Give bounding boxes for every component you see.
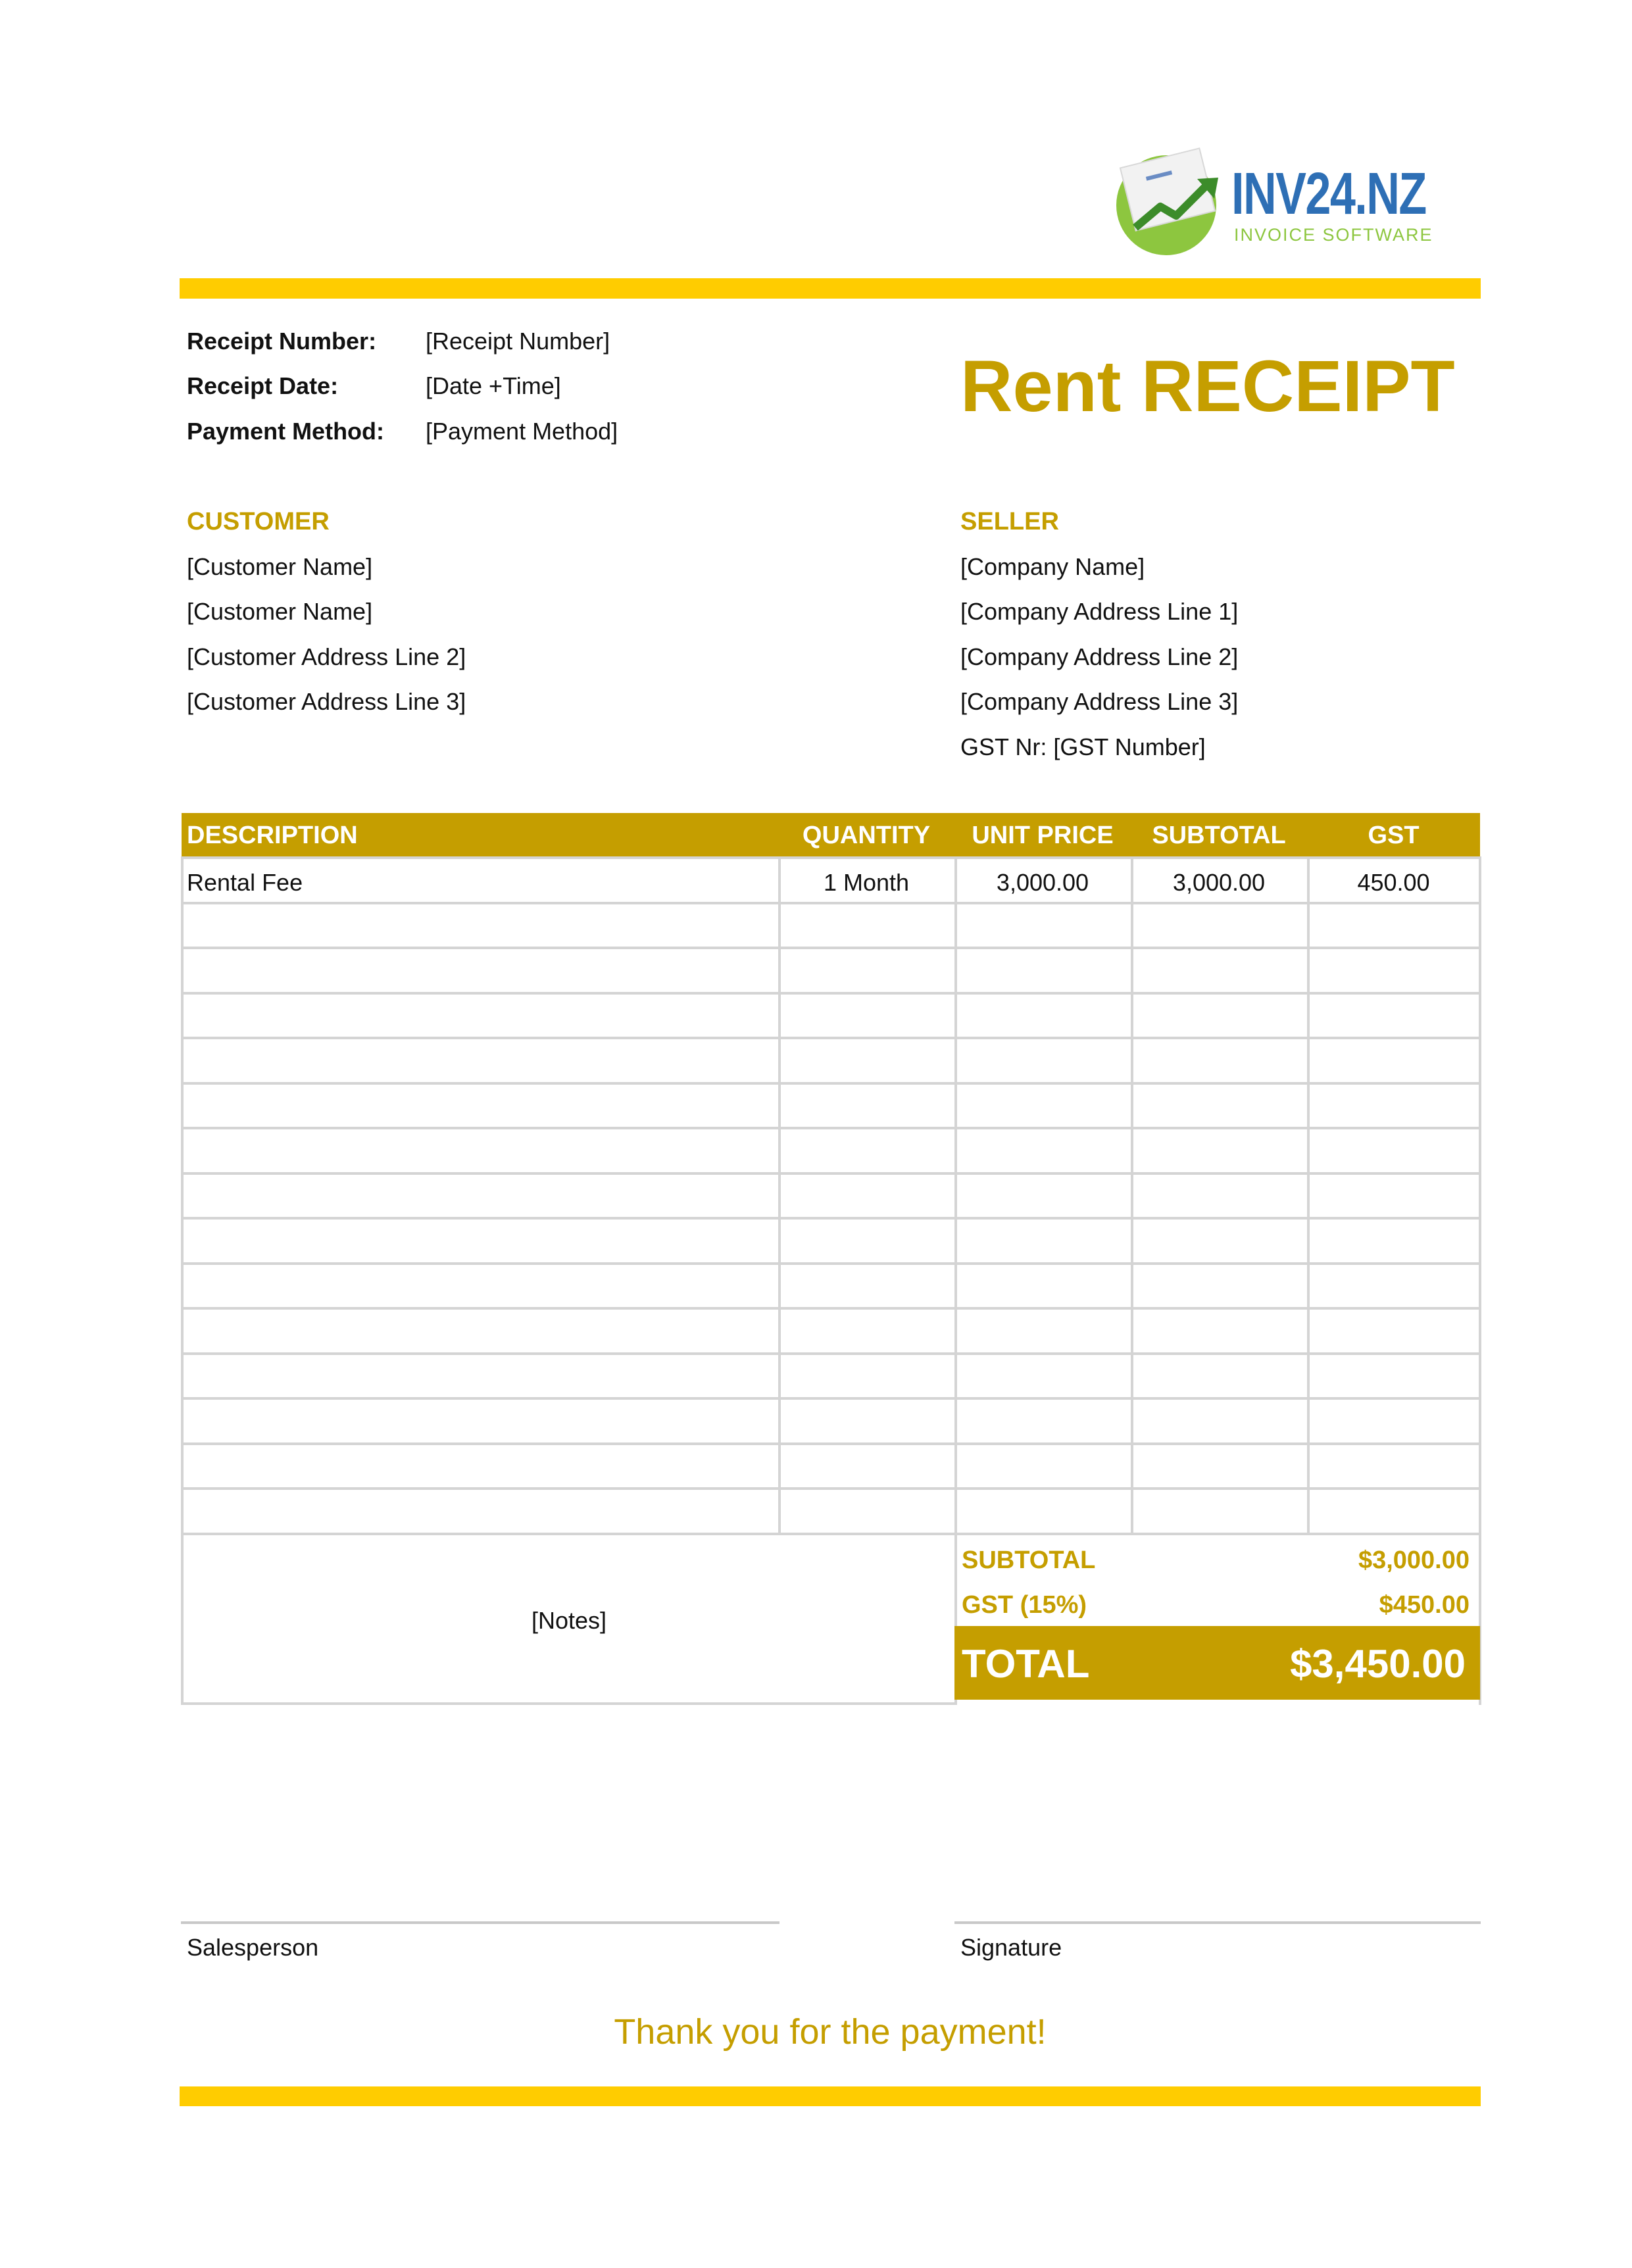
salesperson-label: Salesperson [187,1934,319,1961]
signature-label: Signature [960,1934,1062,1961]
payment-method-label: Payment Method: [187,418,385,445]
grid-line [182,992,1480,995]
receipt-number-label: Receipt Number: [187,328,377,355]
grid-line [1131,856,1133,1534]
grid-line [182,1702,956,1705]
grid-line [182,1487,1480,1490]
grid-line [182,1307,1480,1310]
grid-line [1307,856,1310,1534]
grid-line [182,1262,1480,1265]
row-description: Rental Fee [187,869,303,896]
seller-gst-line: GST Nr: [GST Number] [960,733,1206,760]
grid-line [778,856,781,1534]
seller-line: [Company Address Line 3] [960,688,1239,715]
grid-line [182,1082,1480,1085]
signature-line [954,1921,1481,1924]
grid-line [182,1533,1480,1535]
bottom-accent-bar [180,2086,1481,2106]
row-quantity: 1 Month [823,869,910,896]
customer-line: [Customer Name] [187,553,373,580]
total-value: $3,450.00 [1290,1642,1466,1686]
receipt-title: Rent RECEIPT [960,346,1455,427]
receipt-number-value: [Receipt Number] [426,328,610,355]
seller-line: [Company Address Line 1] [960,598,1239,625]
subtotal-label: SUBTOTAL [962,1546,1096,1574]
top-accent-bar [180,278,1481,299]
row-unit-price: 3,000.00 [996,869,1089,896]
subtotal-value: $3,000.00 [1358,1546,1470,1574]
grid-line [954,856,957,1705]
grid-line [182,1397,1480,1400]
row-gst: 450.00 [1357,869,1430,896]
header-gst: GST [1368,822,1420,849]
salesperson-line [181,1921,779,1924]
grid-line [182,947,1480,949]
gst-label: GST (15%) [962,1591,1087,1619]
logo-tagline: INVOICE SOFTWARE [1234,225,1433,245]
customer-heading: CUSTOMER [187,508,330,535]
gst-value: $450.00 [1379,1591,1470,1619]
invoice-chart-icon [1126,162,1225,241]
grid-line [182,1442,1480,1445]
seller-line: [Company Address Line 2] [960,643,1239,670]
grid-line [182,1217,1480,1220]
logo-name: INV24.NZ [1231,161,1426,227]
receipt-date-value: [Date +Time] [426,372,561,399]
payment-method-value: [Payment Method] [426,418,618,445]
header-subtotal: SUBTOTAL [1152,822,1286,849]
header-description: DESCRIPTION [187,822,358,849]
notes: [Notes] [531,1607,607,1634]
header-quantity: QUANTITY [802,822,931,849]
receipt-date-label: Receipt Date: [187,372,339,399]
header-unit-price: UNIT PRICE [972,822,1114,849]
row-subtotal: 3,000.00 [1172,869,1266,896]
grid-line [182,902,1480,904]
grid-line [181,856,184,1705]
customer-line: [Customer Address Line 2] [187,643,466,670]
grid-line [182,1037,1480,1039]
grid-line [182,1127,1480,1129]
customer-line: [Customer Name] [187,598,373,625]
thank-you-message: Thank you for the payment! [614,2012,1047,2052]
grid-line [182,856,1480,859]
grid-line [1479,856,1481,1705]
total-label: TOTAL [962,1642,1090,1686]
seller-heading: SELLER [960,508,1059,535]
customer-line: [Customer Address Line 3] [187,688,466,715]
grid-line [182,1172,1480,1175]
grid-line [182,1352,1480,1355]
seller-line: [Company Name] [960,553,1145,580]
